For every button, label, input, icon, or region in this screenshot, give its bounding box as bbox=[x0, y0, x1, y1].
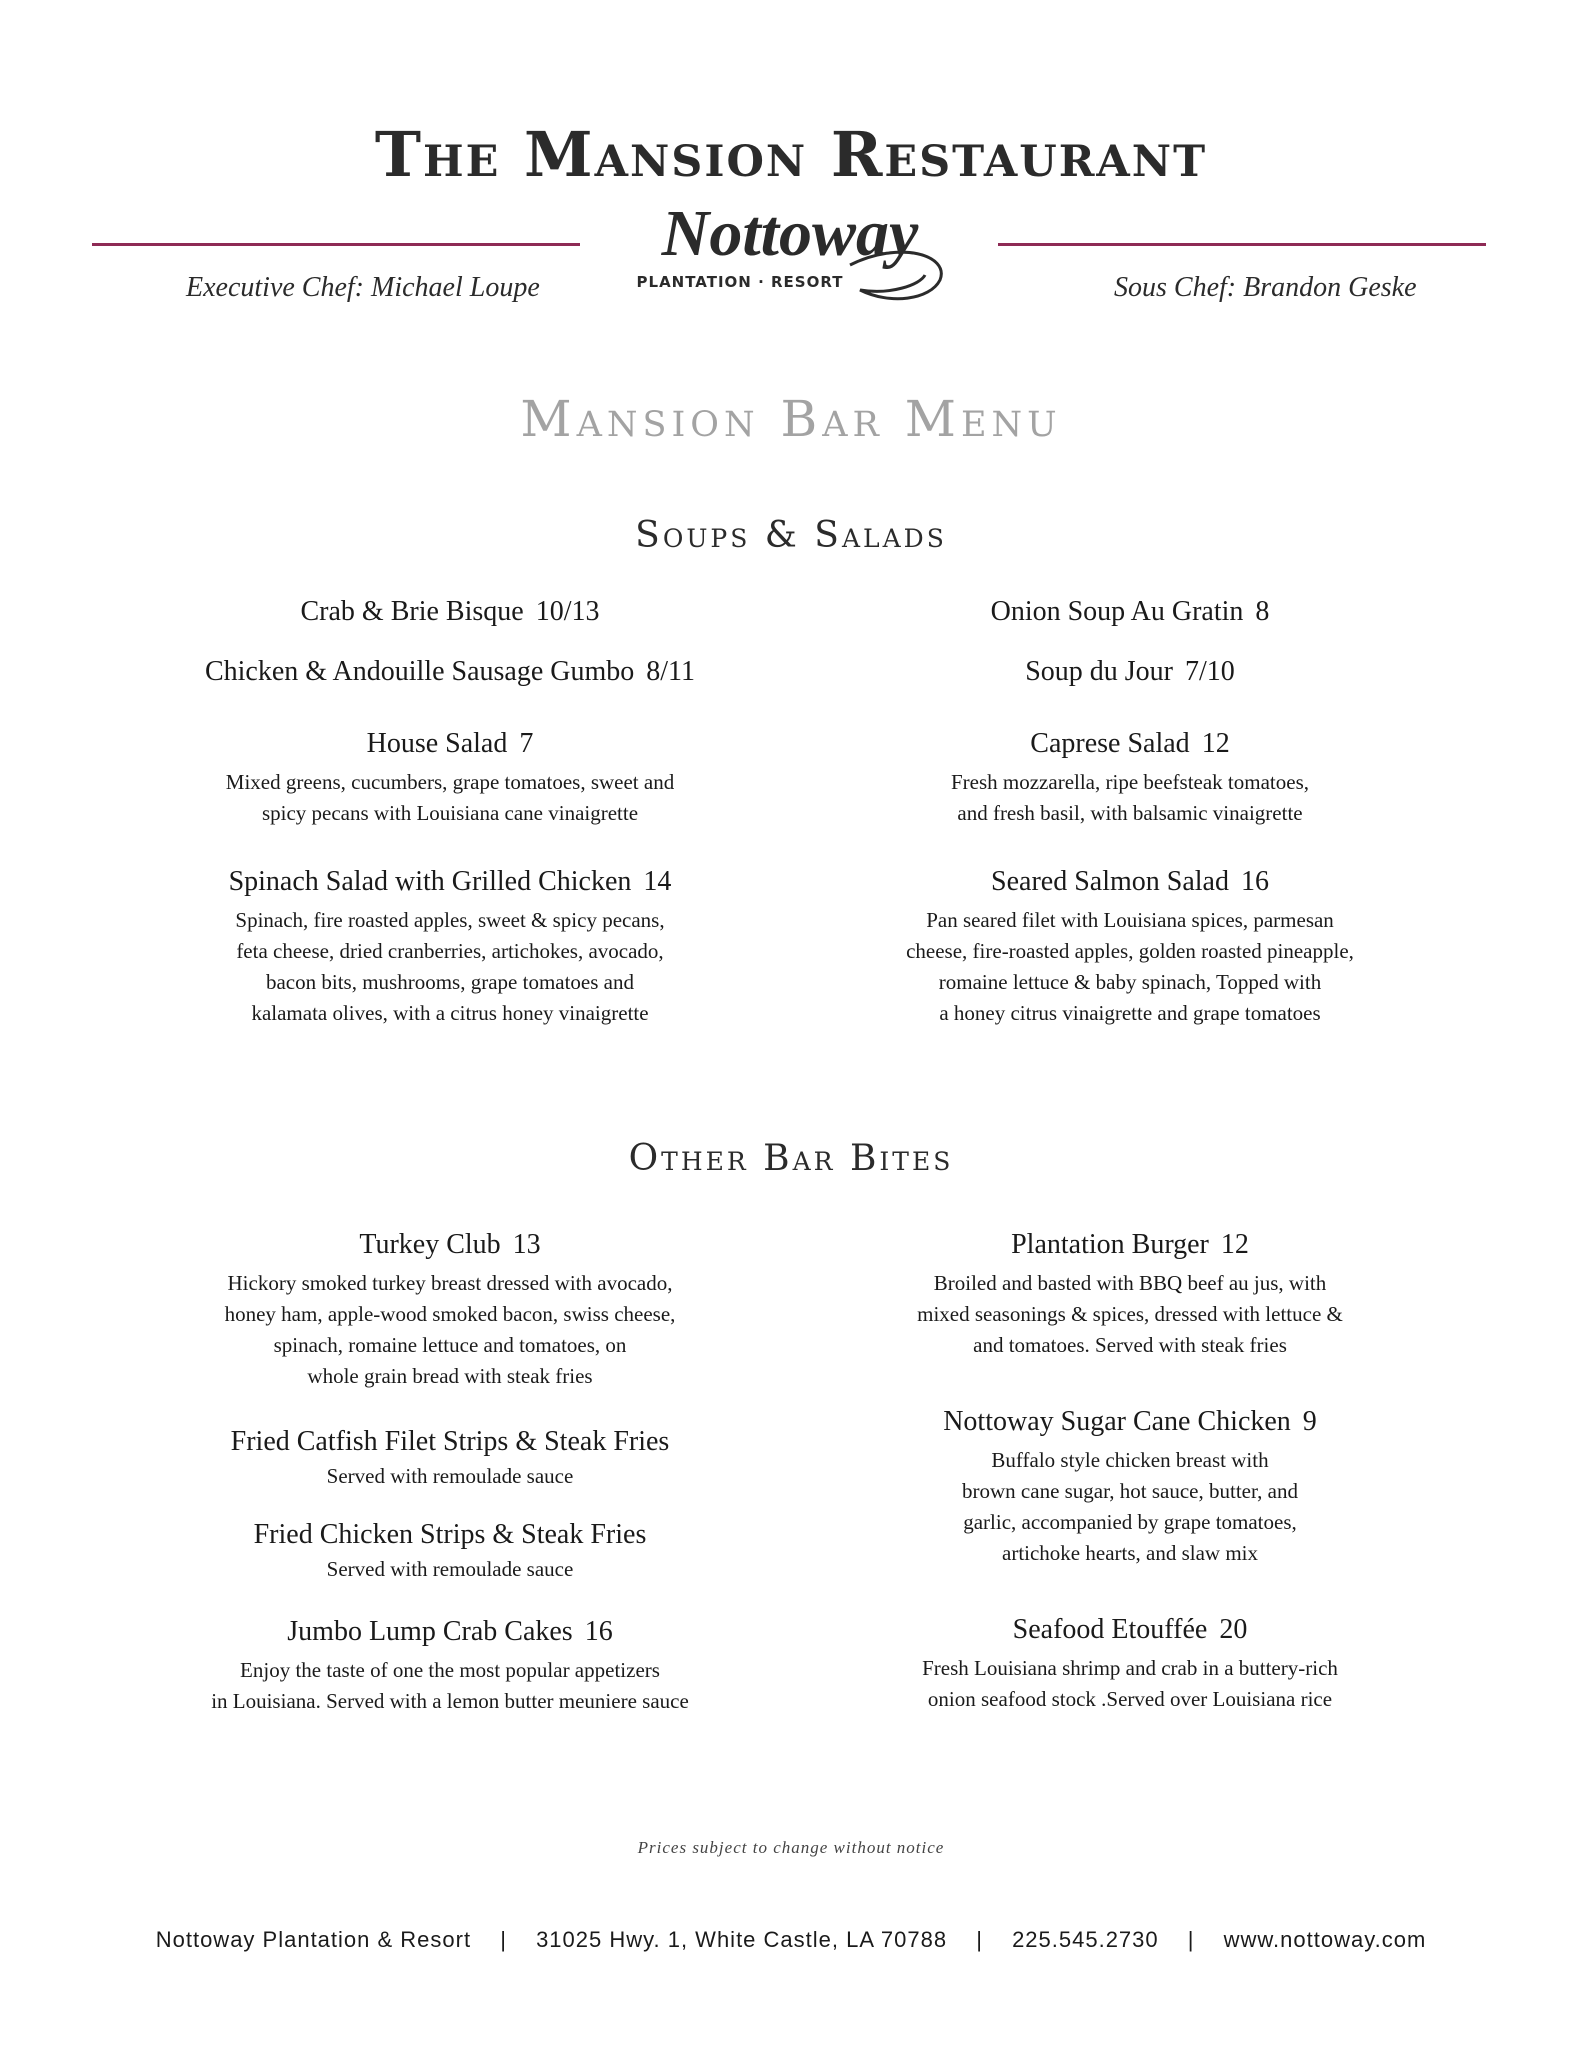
item-description: Hickory smoked turkey breast dressed with avocado, honey ham, apple-wood smoked bacon, swiss cheese, spinach, romaine lettuce and tomatoes, on whole grain bread with steak fries bbox=[224, 1271, 676, 1388]
logo-script: Nottoway bbox=[661, 197, 919, 270]
menu-item-sugar-cane-chicken bbox=[770, 1405, 1490, 1569]
menu-item-spinach-salad bbox=[90, 865, 810, 1029]
item-price: 8 bbox=[1255, 596, 1270, 627]
menu-item-crab-brie-bisque bbox=[90, 595, 810, 629]
menu-item-fried-catfish bbox=[90, 1425, 810, 1492]
footer-separator: | bbox=[976, 1927, 983, 1952]
item-name: Plantation Burger bbox=[1011, 1229, 1209, 1260]
menu-title: Mansion Bar Menu bbox=[520, 390, 1062, 448]
item-price: 14 bbox=[643, 866, 672, 897]
item-description: Mixed greens, cucumbers, grape tomatoes, sweet and spicy pecans with Louisiana cane vinaigrette bbox=[225, 770, 675, 825]
section-title-soups-salads: Soups & Salads bbox=[635, 515, 947, 556]
menu-item-gumbo bbox=[90, 655, 810, 689]
footer-website-link[interactable]: www.nottoway.com bbox=[1223, 1927, 1427, 1952]
item-name: Seafood Etouffée bbox=[1012, 1614, 1208, 1645]
footer-separator: | bbox=[1187, 1927, 1195, 1952]
footer bbox=[0, 1927, 1582, 1953]
menu-item-crab-cakes bbox=[90, 1615, 810, 1717]
menu-item-plantation-burger bbox=[770, 1228, 1490, 1361]
item-price: 7/10 bbox=[1185, 656, 1235, 687]
price-disclaimer: Prices subject to change without notice bbox=[637, 1838, 945, 1857]
item-name: Fried Chicken Strips & Steak Fries bbox=[253, 1519, 647, 1550]
item-name: House Salad bbox=[366, 728, 508, 759]
item-name: Caprese Salad bbox=[1030, 728, 1190, 759]
item-name: Crab & Brie Bisque bbox=[300, 596, 524, 627]
menu-item-house-salad bbox=[90, 727, 810, 829]
item-name: Spinach Salad with Grilled Chicken bbox=[228, 866, 632, 897]
menu-item-turkey-club bbox=[90, 1228, 810, 1392]
left-divider bbox=[92, 243, 580, 246]
item-name: Turkey Club bbox=[359, 1229, 501, 1260]
item-description: Fresh mozzarella, ripe beefsteak tomatoes, and fresh basil, with balsamic vinaigrette bbox=[950, 770, 1309, 825]
restaurant-title: The Mansion Restaurant bbox=[374, 118, 1208, 191]
footer-separator: | bbox=[500, 1927, 507, 1952]
sous-chef: Sous Chef: Brandon Geske bbox=[1114, 272, 1417, 303]
item-name: Seared Salmon Salad bbox=[991, 866, 1229, 897]
executive-chef: Executive Chef: Michael Loupe bbox=[186, 272, 540, 303]
footer-phone: 225.545.2730 bbox=[1012, 1927, 1159, 1952]
item-price: 7 bbox=[519, 728, 534, 759]
section-title-other-bar-bites: Other Bar Bites bbox=[628, 1138, 954, 1179]
item-price: 12 bbox=[1220, 1229, 1249, 1260]
item-name: Chicken & Andouille Sausage Gumbo bbox=[204, 656, 635, 687]
menu-item-soup-du-jour bbox=[770, 655, 1490, 689]
right-divider bbox=[998, 243, 1486, 246]
logo-swoosh-icon bbox=[840, 235, 960, 315]
item-description: Buffalo style chicken breast with brown cane sugar, hot sauce, butter, and garlic, accompanied by grape tomatoes, artichoke hearts, and slaw mix bbox=[962, 1448, 1298, 1565]
menu-item-caprese-salad bbox=[770, 727, 1490, 829]
logo-subtitle: PLANTATION · RESORT bbox=[636, 273, 844, 291]
item-price: 12 bbox=[1201, 728, 1230, 759]
item-price: 20 bbox=[1219, 1614, 1248, 1645]
item-name: Nottoway Sugar Cane Chicken bbox=[943, 1406, 1291, 1437]
item-price: 16 bbox=[1240, 866, 1269, 897]
item-price: 16 bbox=[584, 1616, 613, 1647]
item-description: Broiled and basted with BBQ beef au jus, with mixed seasonings & spices, dressed with lettuce & and tomatoes. Served with steak fries bbox=[917, 1271, 1343, 1357]
footer-address: 31025 Hwy. 1, White Castle, LA 70788 bbox=[536, 1927, 948, 1952]
item-name: Soup du Jour bbox=[1025, 656, 1173, 687]
item-price: 8/11 bbox=[646, 656, 696, 687]
item-name: Fried Catfish Filet Strips & Steak Fries bbox=[230, 1426, 670, 1457]
menu-item-onion-soup bbox=[770, 595, 1490, 629]
item-price: 9 bbox=[1302, 1406, 1317, 1437]
item-description: Enjoy the taste of one the most popular appetizers in Louisiana. Served with a lemon butter meuniere sauce bbox=[211, 1658, 689, 1713]
item-description: Served with remoulade sauce bbox=[326, 1464, 574, 1488]
menu-item-seared-salmon-salad bbox=[770, 865, 1490, 1029]
menu-item-seafood-etouffee bbox=[770, 1613, 1490, 1715]
footer-name: Nottoway Plantation & Resort bbox=[155, 1927, 472, 1952]
item-description: Pan seared filet with Louisiana spices, parmesan cheese, fire-roasted apples, golden roasted pineapple, romaine lettuce & baby spinach, Topped with a honey citrus vinaigrette and grape tomatoes bbox=[906, 908, 1354, 1025]
item-name: Onion Soup Au Gratin bbox=[990, 596, 1244, 627]
menu-item-fried-chicken-strips bbox=[90, 1518, 810, 1585]
item-description: Spinach, fire roasted apples, sweet & spicy pecans, feta cheese, dried cranberries, artichokes, avocado, bacon bits, mushrooms, grape tomatoes and kalamata olives, with a citrus honey vinaigrette bbox=[235, 908, 665, 1025]
item-name: Jumbo Lump Crab Cakes bbox=[287, 1616, 573, 1647]
item-price: 13 bbox=[512, 1229, 541, 1260]
item-price: 10/13 bbox=[535, 596, 600, 627]
item-description: Fresh Louisiana shrimp and crab in a buttery-rich onion seafood stock .Served over Louisiana rice bbox=[922, 1656, 1338, 1711]
item-description: Served with remoulade sauce bbox=[326, 1557, 574, 1581]
